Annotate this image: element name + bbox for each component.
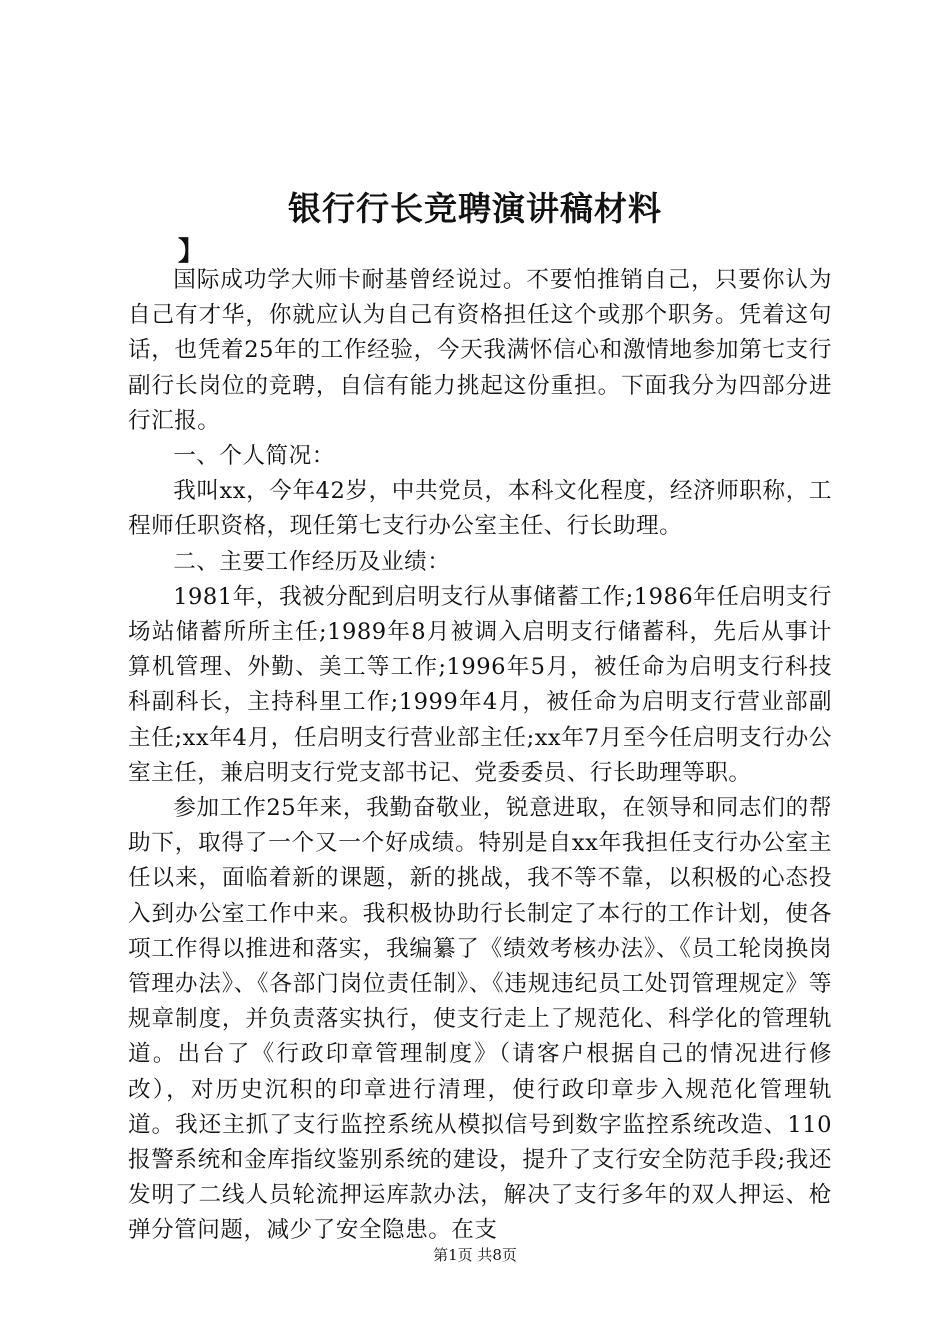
- bracket-mark: 】: [178, 237, 205, 267]
- paragraph-personal: 我叫xx，今年42岁，中共党员，本科文化程度，经济师职称，工程师任职资格，现任第七支行办公室主任、行长助理。: [128, 478, 832, 540]
- section-heading-experience: 二、主要工作经历及业绩：: [173, 548, 451, 575]
- section-heading-personal: 一、个人简况：: [173, 443, 335, 470]
- paragraph-intro: 国际成功学大师卡耐基曾经说过。不要怕推销自己，只要你认为自己有才华，你就应认为自己有资格担任这个或那个职务。凭着这句话，也凭着25年的工作经验，今天我满怀信心和激情地参加第七支行副行长岗位的竞聘，自信有能力挑起这份重担。下面我分为四部分进行汇报。: [128, 267, 832, 434]
- document-title: 银行行长竞聘演讲稿材料: [288, 189, 662, 228]
- page-footer: 第1页 共8页: [433, 1246, 517, 1264]
- document-body: [128, 263, 832, 1249]
- paragraph-achievements: 参加工作25年来，我勤奋敬业，锐意进取，在领导和同志们的帮助下，取得了一个又一个好成绩。特别是自xx年我担任支行办公室主任以来，面临着新的课题，新的挑战，我不等不靠，以积极的心态投入到办公室工作中来。我积极协助行长制定了本行的工作计划，使各项工作得以推进和落实，我编纂了《绩效考核办法》、《员工轮岗换岗管理办法》、《各部门岗位责任制》、《违规违纪员工处罚管理规定》等规章制度，并负责落实执行，使支行走上了规范化、科学化的管理轨道。出台了《行政印章管理制度》（请客户根据自己的情况进行修改），对历史沉积的印章进行清理，使行政印章步入规范化管理轨道。我还主抓了支行监控系统从模拟信号到数字监控系统改造、110报警系统和金库指纹鉴别系统的建设，提升了支行安全防范手段;我还发明了二线人员轮流押运库款办法，解决了支行多年的双人押运、枪弹分管问题，减少了安全隐患。在支: [128, 795, 832, 1244]
- paragraph-career: 1981年，我被分配到启明支行从事储蓄工作;1986年任启明支行场站储蓄所所主任;1989年8月被调入启明支行储蓄科，先后从事计算机管理、外勤、美工等工作;1996年5月，被任命为启明支行科技科副科长，主持科里工作;1999年4月，被任命为启明支行营业部副主任;xx年4月，任启明支行营业部主任;xx年7月至今任启明支行办公室主任，兼启明支行党支部书记、党委委员、行长助理等职。: [128, 583, 832, 786]
